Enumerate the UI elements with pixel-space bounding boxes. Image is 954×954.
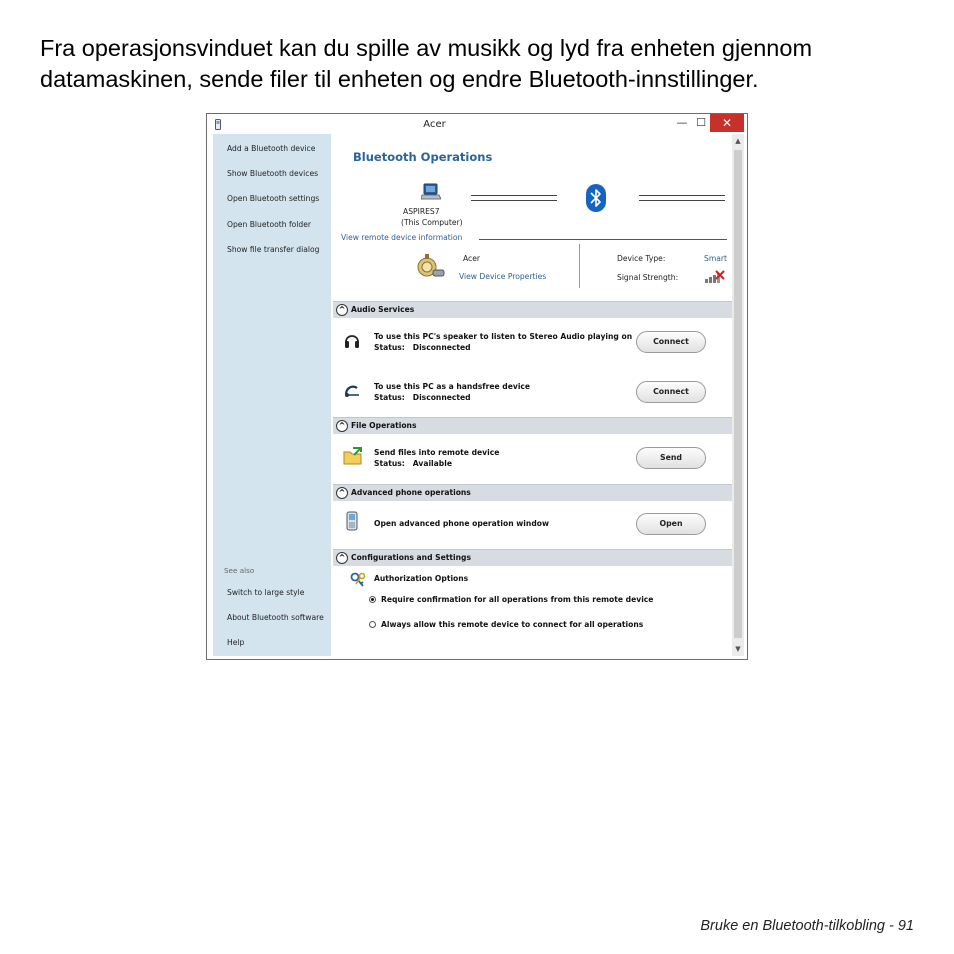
scroll-up-icon[interactable]: ▲ [735, 137, 741, 145]
scroll-down-icon[interactable]: ▼ [735, 645, 741, 653]
require-confirmation-radio[interactable] [369, 596, 376, 603]
handsfree-row-status [374, 393, 471, 402]
audio-row-description: To use this PC's speaker to listen to Stereo Audio playing on [374, 332, 633, 341]
always-allow-radio[interactable] [369, 621, 376, 628]
section-audio-services [333, 301, 732, 318]
status-label: Status: [374, 393, 405, 402]
section-file-operations [333, 417, 732, 434]
status-value: Disconnected [412, 393, 471, 402]
status-value: Disconnected [412, 343, 471, 352]
connect-stereo-button[interactable]: Connect [636, 331, 706, 353]
sidebar-item-add-device[interactable]: Add a Bluetooth device [227, 144, 316, 153]
maximize-button[interactable]: ☐ [696, 116, 706, 129]
connection-line [639, 200, 725, 201]
page-title: Bluetooth Operations [353, 150, 493, 164]
status-label: Status: [374, 459, 405, 468]
section-configurations [333, 549, 732, 566]
view-remote-info-link[interactable]: View remote device information [341, 233, 463, 242]
mobile-phone-icon [346, 511, 358, 531]
collapse-icon[interactable]: ^ [336, 420, 348, 432]
section-title: Advanced phone operations [351, 488, 471, 497]
section-title: File Operations [351, 421, 417, 430]
status-label: Status: [374, 343, 405, 352]
computer-note: (This Computer) [401, 218, 463, 227]
audio-row-status [374, 343, 471, 352]
smart-device-icon [415, 251, 445, 281]
collapse-icon[interactable]: ^ [336, 487, 348, 499]
laptop-icon [421, 183, 441, 201]
connection-line [471, 200, 557, 201]
device-name: Acer [463, 254, 481, 263]
phone-window-description: Open advanced phone operation window [374, 519, 549, 528]
sidebar-item-show-devices[interactable]: Show Bluetooth devices [227, 169, 319, 178]
keys-icon [350, 572, 368, 588]
sidebar-item-open-settings[interactable]: Open Bluetooth settings [227, 194, 320, 203]
signal-strength-label: Signal Strength: [617, 273, 679, 282]
send-files-status [374, 459, 452, 468]
collapse-icon[interactable]: ^ [336, 304, 348, 316]
connection-line [639, 195, 725, 196]
require-confirmation-label: Require confirmation for all operations from this remote device [381, 595, 654, 604]
vertical-divider [579, 244, 580, 288]
minimize-button[interactable]: — [676, 116, 688, 129]
page-footer: Bruke en Bluetooth-tilkobling - 91 [700, 918, 914, 934]
headset-icon [343, 383, 361, 399]
bluetooth-window [206, 113, 748, 660]
sidebar-item-large-style[interactable]: Switch to large style [227, 588, 305, 597]
open-button[interactable]: Open [636, 513, 706, 535]
handsfree-row-description: To use this PC as a handsfree device [374, 382, 531, 391]
auth-options-title: Authorization Options [374, 574, 469, 583]
status-value: Available [412, 459, 452, 468]
send-button[interactable]: Send [636, 447, 706, 469]
section-title: Audio Services [351, 305, 415, 314]
always-allow-label: Always allow this remote device to connect for all operations [381, 620, 644, 629]
send-files-description: Send files into remote device [374, 448, 500, 457]
scrollbar-thumb[interactable] [734, 150, 742, 638]
window-title: Acer [423, 119, 446, 130]
section-title: Configurations and Settings [351, 553, 472, 562]
sidebar-item-about[interactable]: About Bluetooth software [227, 613, 324, 622]
device-type-value: Smart [704, 254, 727, 263]
signal-strength-icon [705, 270, 725, 283]
view-device-properties-link[interactable]: View Device Properties [459, 272, 547, 281]
folder-send-icon [343, 446, 363, 466]
close-button[interactable]: ✕ [710, 114, 744, 132]
connect-handsfree-button[interactable]: Connect [636, 381, 706, 403]
computer-name: ASPIRES7 [403, 207, 440, 216]
device-type-label: Device Type: [617, 254, 666, 263]
sidebar-item-help[interactable]: Help [227, 638, 245, 647]
bluetooth-icon [586, 184, 606, 212]
vertical-scrollbar[interactable] [732, 134, 744, 656]
sidebar [213, 134, 331, 656]
intro-paragraph: Fra operasjonsvinduet kan du spille av musikk og lyd fra enheten gjennom datamaskinen, sende filer til enheten og endre Bluetooth-innstillinger. [40, 35, 813, 92]
divider [479, 239, 727, 240]
connection-line [471, 195, 557, 196]
headphones-icon [344, 331, 360, 349]
title-bar[interactable] [207, 114, 747, 134]
see-also-label: See also [224, 566, 255, 575]
section-advanced-phone [333, 484, 732, 501]
collapse-icon[interactable]: ^ [336, 552, 348, 564]
main-panel [333, 134, 732, 656]
sidebar-item-open-folder[interactable]: Open Bluetooth folder [227, 220, 312, 229]
sidebar-item-file-transfer[interactable]: Show file transfer dialog [227, 245, 320, 254]
